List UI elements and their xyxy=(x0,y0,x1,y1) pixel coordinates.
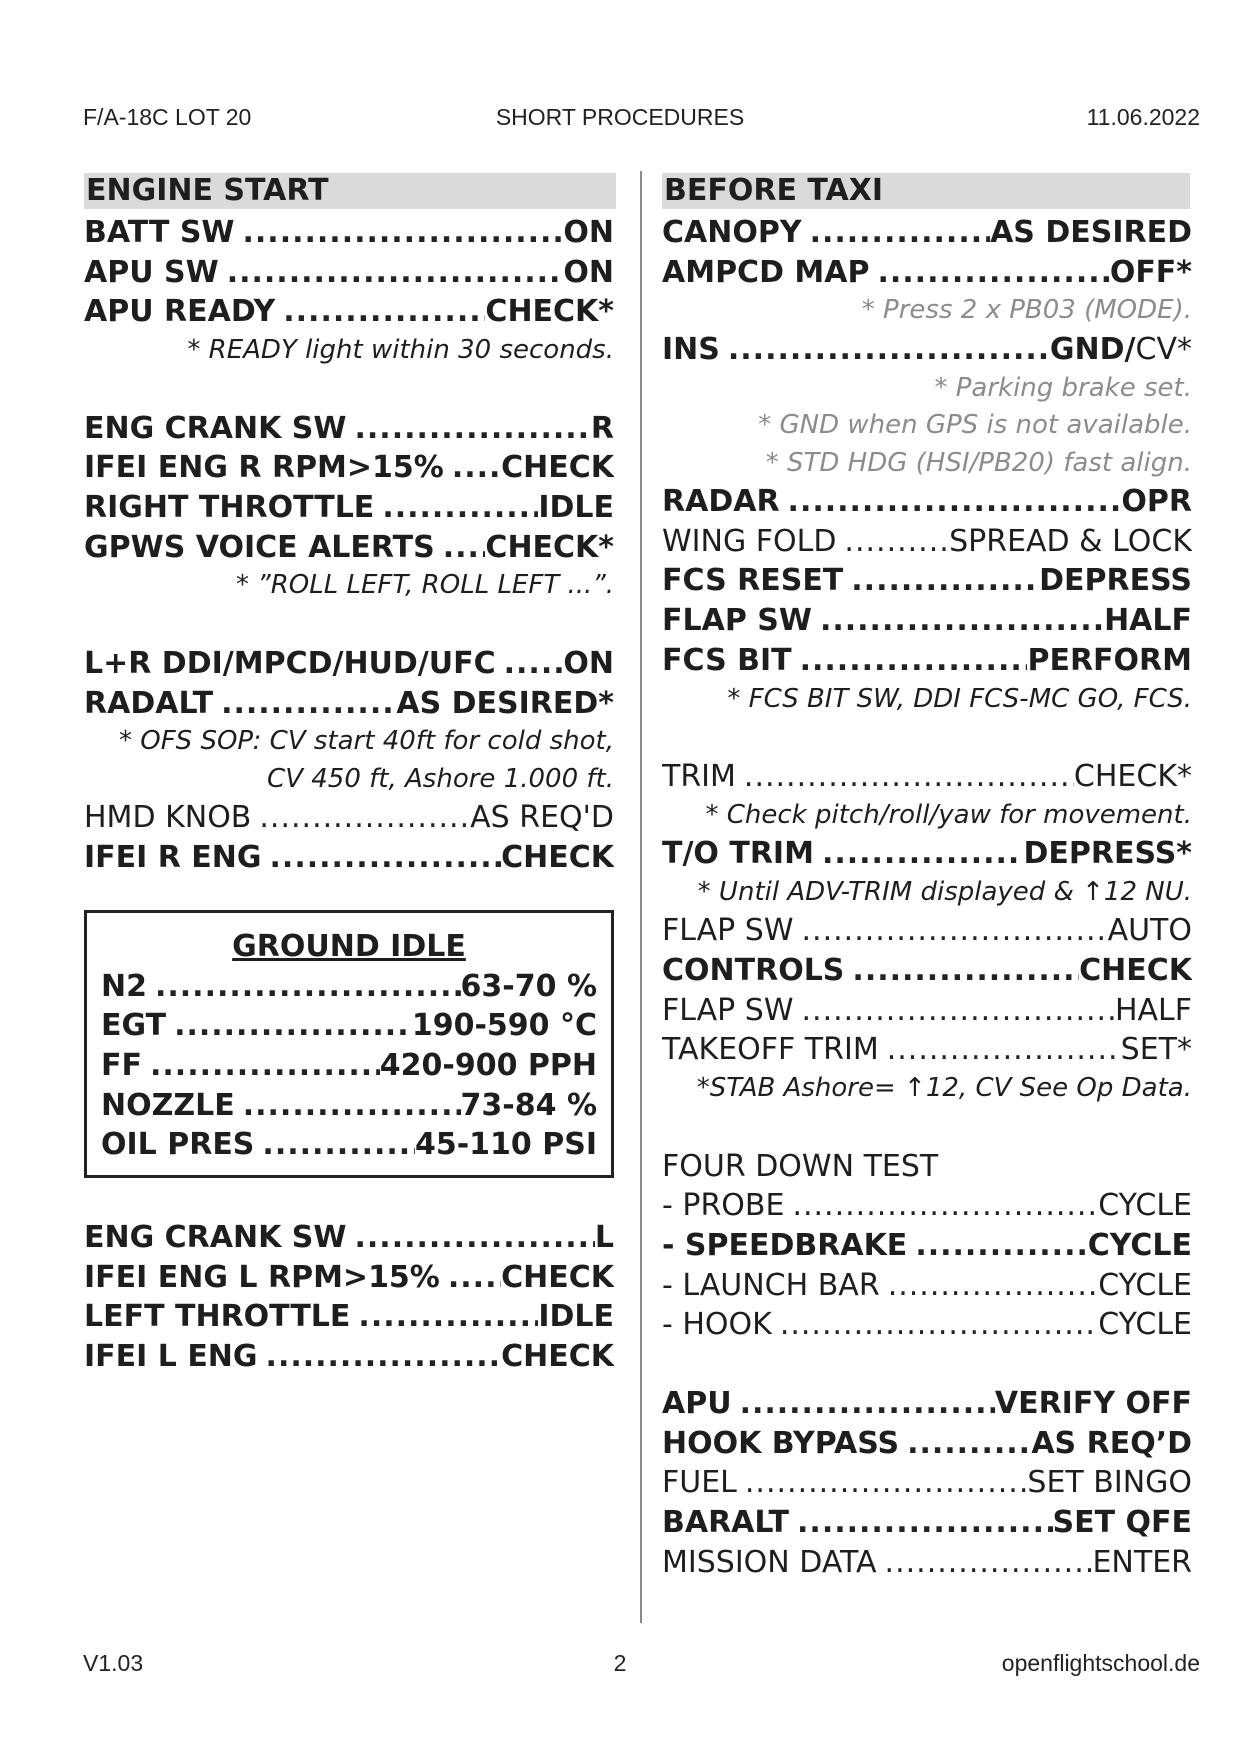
step-label: FF xyxy=(101,1047,142,1083)
step-label: LEFT THROTTLE xyxy=(84,1299,351,1335)
step-ifei-l-eng xyxy=(84,1337,614,1377)
step-apu-off xyxy=(662,1384,1192,1424)
step-label: TRIM xyxy=(662,759,736,794)
note-to-trim: * Until ADV-TRIM displayed & ↑12 NU. xyxy=(697,876,1192,907)
step-label: AMPCD MAP xyxy=(662,254,870,290)
step-label: - SPEEDBRAKE xyxy=(662,1228,908,1263)
header-title: SHORT PROCEDURES xyxy=(495,104,745,130)
step-hmd-knob xyxy=(84,798,614,838)
step-value: 45-110 PSI xyxy=(414,1127,597,1163)
step-value: CHECK* xyxy=(485,529,614,565)
step-controls xyxy=(662,951,1192,991)
ground-idle-title: GROUND IDLE xyxy=(232,928,466,964)
step-apu-sw xyxy=(84,253,614,293)
step-gpws xyxy=(84,528,614,568)
gi-nozzle xyxy=(101,1086,597,1126)
step-label: TAKEOFF TRIM xyxy=(662,1032,879,1068)
step-value: L xyxy=(594,1220,614,1255)
step-label: RIGHT THROTTLE xyxy=(84,489,375,525)
step-value: DEPRESS xyxy=(1039,563,1192,599)
step-label: HMD KNOB xyxy=(84,800,252,836)
step-value: SET BINGO xyxy=(1027,1465,1192,1501)
step-value: ON xyxy=(563,254,614,290)
step-ifei-rpm-r xyxy=(84,448,614,488)
step-value: CYCLE xyxy=(1098,1188,1192,1224)
gi-ff xyxy=(101,1046,597,1086)
step-value: AS DESIRED xyxy=(990,215,1192,250)
step-displays xyxy=(84,644,614,684)
step-trim xyxy=(662,757,1192,797)
step-value: CYCLE xyxy=(1098,1267,1192,1303)
footer-website: openflightschool.de xyxy=(1001,1650,1200,1676)
note-ampcd: * Press 2 x PB03 (MODE). xyxy=(861,295,1192,326)
step-value: IDLE xyxy=(538,489,614,525)
note-gpws: * ”ROLL LEFT, ROLL LEFT ...”. xyxy=(235,570,614,601)
step-baralt xyxy=(662,1503,1192,1543)
step-fcs-bit xyxy=(662,641,1192,681)
note-ins-2: * GND when GPS is not available. xyxy=(758,410,1192,441)
step-value: SET* xyxy=(1120,1032,1192,1068)
step-radalt xyxy=(84,684,614,724)
footer-page-number: 2 xyxy=(613,1650,627,1676)
step-value: AUTO xyxy=(1107,913,1192,949)
step-value: CHECK xyxy=(501,1259,614,1295)
step-fcs-reset xyxy=(662,561,1192,601)
header-aircraft: F/A-18C LOT 20 xyxy=(83,104,252,130)
step-value: IDLE xyxy=(538,1299,614,1335)
note-ins-1: * Parking brake set. xyxy=(934,372,1192,403)
step-label: IFEI L ENG xyxy=(84,1339,258,1375)
step-label: - PROBE xyxy=(662,1188,785,1224)
step-label: WING FOLD xyxy=(662,523,837,559)
step-label: CANOPY xyxy=(662,215,802,250)
note-radalt-2: CV 450 ft, Ashore 1.000 ft. xyxy=(267,763,614,794)
gi-n2 xyxy=(101,967,597,1007)
step-wing-fold xyxy=(662,522,1192,562)
note-fcs-bit: * FCS BIT SW, DDI FCS-MC GO, FCS. xyxy=(727,683,1192,714)
step-launch-bar xyxy=(662,1266,1192,1306)
step-value: CHECK xyxy=(501,1339,614,1375)
step-hook xyxy=(662,1305,1192,1345)
step-left-throttle xyxy=(84,1297,614,1337)
step-flap-half xyxy=(662,601,1192,641)
step-to-trim xyxy=(662,834,1192,874)
step-label: GPWS VOICE ALERTS xyxy=(84,529,435,565)
step-value: ON xyxy=(563,645,614,681)
step-value: GND/CV* xyxy=(1049,331,1192,367)
step-label: L+R DDI/MPCD/HUD/UFC xyxy=(84,645,496,681)
step-probe xyxy=(662,1186,1192,1226)
step-label: FUEL xyxy=(662,1465,737,1501)
step-flap-auto xyxy=(662,911,1192,951)
step-label: IFEI ENG R RPM>15% xyxy=(84,450,444,486)
step-label: APU SW xyxy=(84,254,219,290)
step-label: IFEI ENG L RPM>15% xyxy=(84,1259,440,1295)
column-divider xyxy=(640,171,642,1623)
step-hook-bypass xyxy=(662,1424,1192,1464)
step-batt-sw xyxy=(84,213,614,253)
engine-start-column xyxy=(84,173,614,1377)
note-trim: * Check pitch/roll/yaw for movement. xyxy=(705,799,1192,830)
before-taxi-column xyxy=(662,173,1192,1583)
step-label: RADALT xyxy=(84,685,214,721)
step-value: SET QFE xyxy=(1052,1505,1192,1541)
step-value: DEPRESS* xyxy=(1023,836,1192,872)
step-value: 63-70 % xyxy=(460,968,597,1004)
step-label: FLAP SW xyxy=(662,913,794,949)
section-title-engine-start: ENGINE START xyxy=(84,173,616,209)
step-label: IFEI R ENG xyxy=(84,839,262,875)
step-label: FLAP SW xyxy=(662,603,812,639)
step-value: VERIFY OFF xyxy=(994,1386,1192,1422)
step-ifei-rpm-l xyxy=(84,1258,614,1298)
footer-version: V1.03 xyxy=(83,1650,144,1676)
step-value: CHECK xyxy=(501,839,614,875)
step-ifei-r-eng xyxy=(84,838,614,878)
step-value: OFF* xyxy=(1109,254,1192,290)
step-label: CONTROLS xyxy=(662,953,845,989)
step-flap-half-2 xyxy=(662,991,1192,1031)
note-radalt-1: * OFS SOP: CV start 40ft for cold shot, xyxy=(119,726,614,757)
step-value: AS DESIRED* xyxy=(396,685,614,721)
step-label: MISSION DATA xyxy=(662,1544,877,1580)
step-value: HALF xyxy=(1104,603,1192,639)
step-label: - LAUNCH BAR xyxy=(662,1267,880,1303)
step-takeoff-trim xyxy=(662,1030,1192,1070)
step-label: FCS RESET xyxy=(662,563,844,599)
step-label: ENG CRANK SW xyxy=(84,1220,347,1255)
step-value: AS REQ’D xyxy=(1031,1425,1192,1461)
step-label: ENG CRANK SW xyxy=(84,410,347,446)
step-value: CHECK xyxy=(1079,953,1192,989)
step-value: 73-84 % xyxy=(460,1087,597,1123)
step-label: N2 xyxy=(101,968,147,1004)
step-value: 420-900 PPH xyxy=(379,1047,597,1083)
header-date: 11.06.2022 xyxy=(1086,104,1200,130)
ground-idle-box xyxy=(84,910,614,1178)
step-ampcd-map xyxy=(662,253,1192,293)
step-label: INS xyxy=(662,331,720,367)
step-label: RADAR xyxy=(662,484,780,520)
step-value: CHECK xyxy=(501,450,614,486)
step-label: T/O TRIM xyxy=(662,836,814,872)
step-eng-crank-r xyxy=(84,409,614,449)
step-label: FLAP SW xyxy=(662,992,794,1028)
step-value: OPR xyxy=(1121,484,1192,520)
step-value: 190-590 °C xyxy=(411,1008,597,1044)
step-value: CHECK* xyxy=(485,294,614,330)
four-down-test-heading: FOUR DOWN TEST xyxy=(662,1148,939,1184)
step-fuel xyxy=(662,1463,1192,1503)
step-value: CYCLE xyxy=(1087,1228,1192,1263)
step-ins xyxy=(662,330,1192,370)
note-ins-3: * STD HDG (HSI/PB20) fast align. xyxy=(765,447,1192,478)
step-speedbrake xyxy=(662,1226,1192,1266)
step-label: APU READY xyxy=(84,294,276,330)
note-apu-ready: * READY light within 30 seconds. xyxy=(187,335,614,366)
step-label: OIL PRES xyxy=(101,1127,255,1163)
step-label: - HOOK xyxy=(662,1307,772,1343)
step-value: CHECK* xyxy=(1073,759,1192,794)
step-label: BARALT xyxy=(662,1505,790,1541)
step-eng-crank-l xyxy=(84,1218,614,1258)
step-mission-data xyxy=(662,1543,1192,1583)
step-label: HOOK BYPASS xyxy=(662,1425,900,1461)
step-value: SPREAD & LOCK xyxy=(949,523,1192,559)
step-radar xyxy=(662,482,1192,522)
gi-egt xyxy=(101,1006,597,1046)
gi-oil xyxy=(101,1125,597,1165)
step-value: PERFORM xyxy=(1027,642,1192,678)
step-apu-ready xyxy=(84,292,614,332)
note-takeoff-trim: *STAB Ashore= ↑12, CV See Op Data. xyxy=(696,1073,1192,1104)
step-value: ENTER xyxy=(1092,1544,1192,1580)
step-value: R xyxy=(590,410,614,446)
step-label: BATT SW xyxy=(84,215,235,250)
step-value: AS REQ'D xyxy=(470,800,614,836)
step-label: EGT xyxy=(101,1008,167,1044)
step-value: ON xyxy=(563,215,614,250)
step-label: NOZZLE xyxy=(101,1087,235,1123)
step-value: CYCLE xyxy=(1098,1307,1192,1343)
step-label: FCS BIT xyxy=(662,642,792,678)
step-label: APU xyxy=(662,1386,732,1422)
section-title-before-taxi: BEFORE TAXI xyxy=(662,173,1190,209)
step-canopy xyxy=(662,213,1192,253)
step-value: HALF xyxy=(1114,992,1192,1028)
step-right-throttle xyxy=(84,488,614,528)
